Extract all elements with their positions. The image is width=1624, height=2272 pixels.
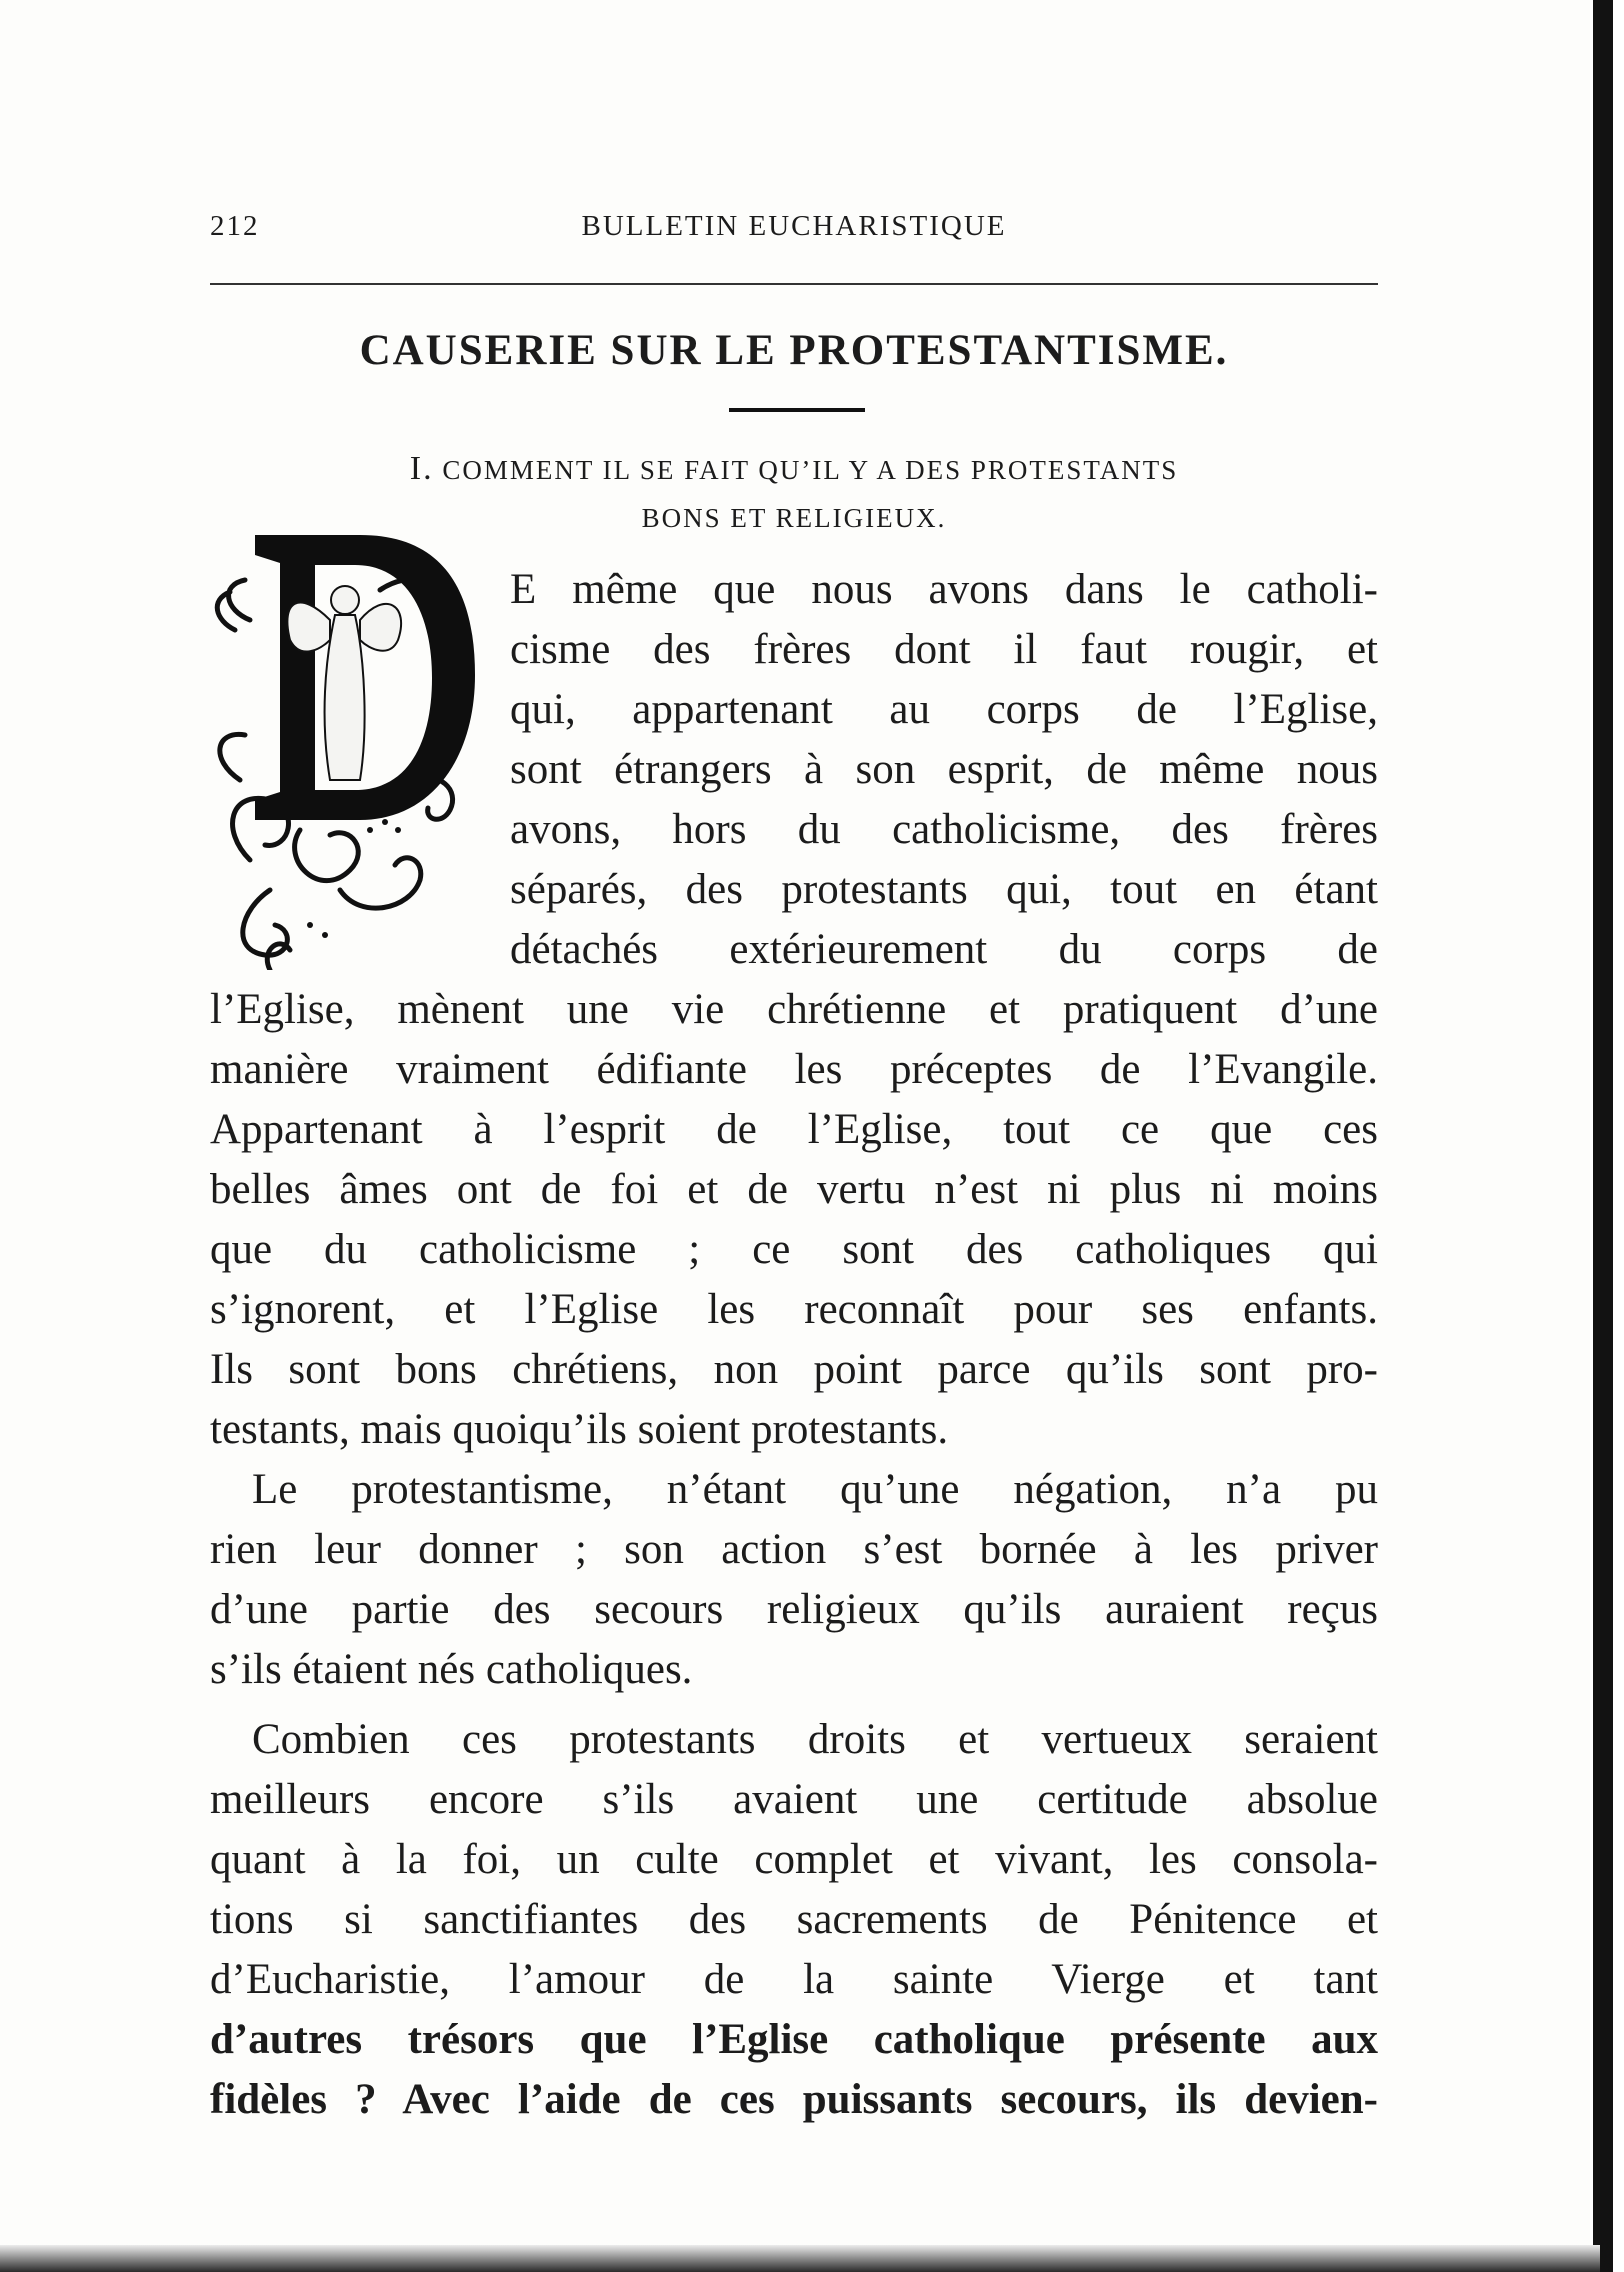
text-line: d’Eucharistie, l’amour de la sainte Vierge et tant bbox=[210, 1956, 1378, 2003]
text-line: que du catholicisme ; ce sont des catholiques qui bbox=[210, 1226, 1378, 1273]
ornamental-dropcap bbox=[210, 530, 478, 970]
text-line: détachés extérieurement du corps de bbox=[510, 926, 1378, 973]
title-rule bbox=[729, 408, 865, 412]
article-title: CAUSERIE SUR LE PROTESTANTISME. bbox=[359, 327, 1229, 374]
text-line: sont étrangers à son esprit, de même nous bbox=[510, 746, 1378, 793]
text-line: belles âmes ont de foi et de vertu n’est ni plus ni moins bbox=[210, 1166, 1378, 1213]
text-line: avons, hors du catholicisme, des frères bbox=[510, 806, 1378, 853]
text-line: s’ils étaient nés catholiques. bbox=[210, 1646, 693, 1693]
section-heading-line-1 bbox=[210, 445, 1378, 494]
text-line: Combien ces protestants droits et vertueux seraient bbox=[252, 1716, 1378, 1763]
text-line: testants, mais quoiqu’ils soient protestants. bbox=[210, 1406, 949, 1453]
text-line: manière vraiment édifiante les préceptes de l’Evangile. bbox=[210, 1046, 1378, 1093]
text-line: Ils sont bons chrétiens, non point parce qu’ils sont pro- bbox=[210, 1346, 1378, 1393]
page-number: 212 bbox=[210, 210, 260, 242]
text-line: l’Eglise, mènent une vie chrétienne et pratiquent d’une bbox=[210, 986, 1378, 1033]
section-heading-text-1: COMMENT IL SE FAIT QU’IL Y A DES PROTESTANTS bbox=[442, 455, 1179, 485]
section-heading bbox=[210, 445, 1378, 542]
page-header bbox=[210, 210, 1378, 250]
running-title: BULLETIN EUCHARISTIQUE bbox=[581, 210, 1007, 242]
book-edge-right bbox=[1593, 0, 1613, 2272]
text-line: qui, appartenant au corps de l’Eglise, bbox=[510, 686, 1378, 733]
text-line: E même que nous avons dans le catholi- bbox=[510, 566, 1378, 613]
text-line: Appartenant à l’esprit de l’Eglise, tout ce que ces bbox=[210, 1106, 1378, 1153]
section-heading-line-2: BONS ET RELIGIEUX. bbox=[641, 503, 947, 533]
text-line: quant à la foi, un culte complet et vivant, les consola- bbox=[210, 1836, 1378, 1883]
text-line: s’ignorent, et l’Eglise les reconnaît pour ses enfants. bbox=[210, 1286, 1378, 1333]
text-line: fidèles ? Avec l’aide de ces puissants secours, ils devien- bbox=[210, 2076, 1378, 2123]
dropcap-letter-shape bbox=[255, 535, 475, 820]
text-line: tions si sanctifiantes des sacrements de Pénitence et bbox=[210, 1896, 1378, 1943]
text-line: cisme des frères dont il faut rougir, et bbox=[510, 626, 1378, 673]
text-line: meilleurs encore s’ils avaient une certitude absolue bbox=[210, 1776, 1378, 1823]
text-line: d’autres trésors que l’Eglise catholique présente aux bbox=[210, 2016, 1378, 2063]
book-edge-bottom bbox=[0, 2245, 1600, 2272]
text-line: rien leur donner ; son action s’est bornée à les priver bbox=[210, 1526, 1378, 1573]
section-number: I. bbox=[409, 450, 434, 487]
text-line: séparés, des protestants qui, tout en étant bbox=[510, 866, 1378, 913]
header-rule bbox=[210, 283, 1378, 285]
text-line: d’une partie des secours religieux qu’ils auraient reçus bbox=[210, 1586, 1378, 1633]
text-line: Le protestantisme, n’étant qu’une négation, n’a pu bbox=[252, 1466, 1378, 1513]
